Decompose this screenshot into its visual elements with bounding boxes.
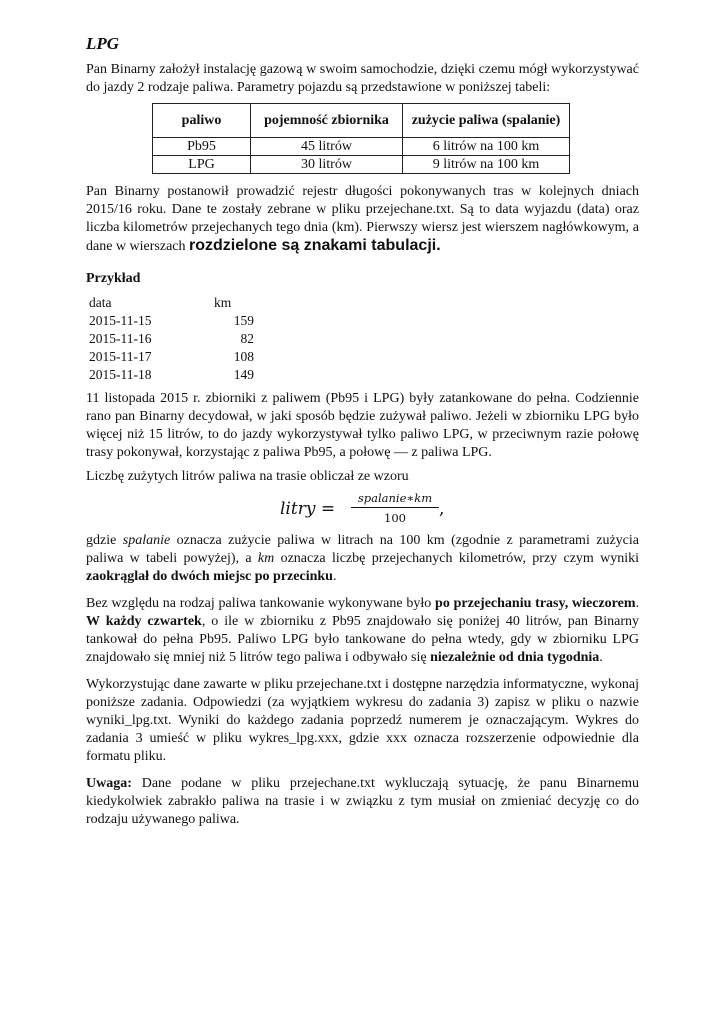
- example-heading: Przykład: [86, 271, 141, 286]
- table-cell: 30 litrów: [251, 156, 403, 174]
- text-run: gdzie: [86, 533, 123, 548]
- table-cell: 159: [233, 313, 254, 328]
- document-page: [86, 34, 639, 829]
- table-row: [153, 138, 570, 156]
- table-row: [89, 330, 254, 348]
- bold-text: Uwaga:: [86, 776, 132, 791]
- table-row: [153, 156, 570, 174]
- formula-explanation-paragraph: [86, 532, 639, 586]
- italic-text: km: [257, 551, 275, 566]
- table-row: [89, 366, 254, 384]
- fuel-parameters-table: [152, 103, 570, 174]
- formula-numerator: spalanie∗km: [351, 490, 439, 508]
- bold-text: zaokrąglał do dwóch miejsc po przecinku: [86, 569, 333, 584]
- note-paragraph: [86, 775, 639, 829]
- rules-paragraph: 11 listopada 2015 r. zbiorniki z paliwem (Pb95 i LPG) były zatankowane do pełna. Codziennie rano pan Binarny decydował, w jaki sposób będzie zużywał paliwo. Jeżeli w zbiorniku LPG było więcej niż 15 litrów, to do jazdy wykorzystywał tylko paliwo LPG, w przeciwnym razie połowę trasy pokonywał, korzystając z paliwa Pb95, a połowę — z paliwa LPG.: [86, 391, 639, 460]
- text-run: Dane podane w pliku przejechane.txt wykluczają sytuację, że panu Binarnemu kiedykolwiek zabrakło paliwa na trasie i w związku z tym musiał on zmieniać decyzję co do rodzaju używanego paliwa.: [86, 776, 639, 827]
- text-run: Bez względu na rodzaj paliwa tankowanie wykonywane było: [86, 596, 436, 611]
- data-description-paragraph: [86, 183, 639, 256]
- example-table: [89, 294, 254, 384]
- table-cell: 9 litrów na 100 km: [403, 156, 570, 174]
- table-header-cell: paliwo: [153, 104, 251, 138]
- formula-lhs: litry =: [280, 499, 336, 519]
- table-cell: 2015-11-18: [89, 367, 152, 382]
- table-cell: 6 litrów na 100 km: [403, 138, 570, 156]
- table-cell: 82: [240, 331, 254, 346]
- fuel-formula: [86, 490, 639, 530]
- italic-text: spalanie: [122, 533, 171, 548]
- bold-text: po przejechaniu trasy, wieczorem: [435, 596, 636, 611]
- table-cell: 45 litrów: [251, 138, 403, 156]
- text-run: oznacza zużycie paliwa w litrach na 100 km (zgodnie z parametrami zużycia paliwa w tabeli powyżej), a: [86, 533, 640, 566]
- bold-text: rozdzielone są znakami tabulacji.: [189, 237, 441, 254]
- formula-intro-paragraph: Liczbę zużytych litrów paliwa na trasie obliczał ze wzoru: [86, 469, 409, 484]
- table-cell: 149: [233, 367, 254, 382]
- formula-denominator: 100: [384, 511, 406, 525]
- table-header-row: [153, 104, 570, 138]
- text-run: .: [635, 596, 639, 611]
- table-cell: 2015-11-17: [89, 349, 152, 364]
- table-header-cell: pojemność zbiornika: [251, 104, 403, 138]
- text-run: , o ile w zbiorniku z Pb95 znajdowało się poniżej 40 litrów, pan Binarny tankował do pełna Pb95. Paliwo LPG było tankowane do pełna wtedy, gdy w zbiorniku LPG znajdowało się mniej niż 5 litrów tego paliwa i odbywało się: [86, 614, 639, 665]
- table-header-cell: data: [89, 295, 112, 310]
- formula-fraction: [351, 490, 439, 526]
- table-cell: Pb95: [153, 138, 251, 156]
- table-cell: 2015-11-15: [89, 313, 152, 328]
- table-cell: 2015-11-16: [89, 331, 152, 346]
- text-run: .: [332, 569, 337, 584]
- page-title: LPG: [86, 34, 120, 53]
- table-cell: LPG: [153, 156, 251, 174]
- table-header-row: [89, 294, 254, 312]
- bold-text: W każdy czwartek: [86, 614, 202, 629]
- intro-paragraph: Pan Binarny założył instalację gazową w swoim samochodzie, dzięki czemu mógł wykorzystywać do jazdy 2 rodzaje paliwa. Parametry pojazdu są przedstawione w poniższej tabeli:: [86, 62, 639, 95]
- text-run: .: [599, 650, 603, 665]
- refueling-paragraph: [86, 595, 639, 667]
- table-cell: 108: [233, 349, 254, 364]
- table-row: [89, 348, 254, 366]
- table-header-cell: km: [214, 295, 232, 310]
- table-header-cell: zużycie paliwa (spalanie): [403, 104, 570, 138]
- bold-text: niezależnie od dnia tygodnia: [430, 650, 600, 665]
- table-row: [89, 312, 254, 330]
- paragraph-text: Pan Binarny postanowił prowadzić rejestr długości pokonywanych tras w kolejnych dniach 2015/16 roku. Dane te zostały zebrane w pliku przejechane.txt. Są to data wyjazdu (data) oraz liczba kilometrów przejechanych tego dnia (km). Pierwszy wiersz jest wierszem nagłówkowym, a dane w wierszach: [86, 184, 639, 254]
- text-run: oznacza liczbę przejechanych kilometrów, przy czym wyniki: [274, 551, 640, 566]
- instructions-paragraph: Wykorzystując dane zawarte w pliku przejechane.txt i dostępne narzędzia informatyczne, wykonaj poniższe zadania. Odpowiedzi (za wyjątkiem wykresu do zadania 3) zapisz w pliku o nazwie wyniki_lpg.txt. Wyniki do każdego zadania poprzedź numerem je oznaczającym. Wykres do zadania 3 umieść w pliku wykres_lpg.xxx, gdzie xxx oznacza rozszerzenie odpowiednie dla formatu pliku.: [86, 677, 639, 764]
- formula-comma: ,: [439, 499, 445, 519]
